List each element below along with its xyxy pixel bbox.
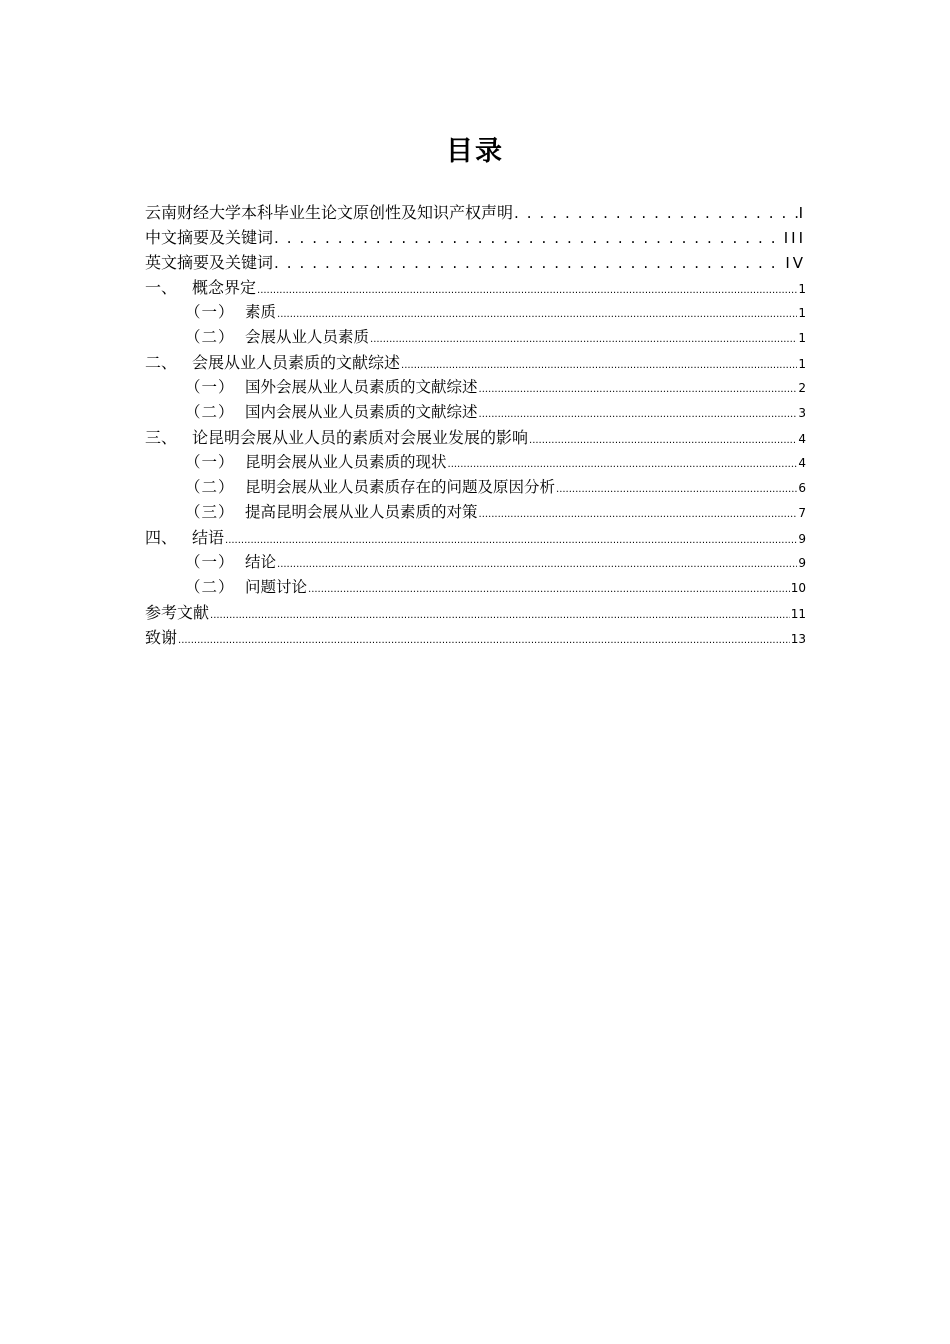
- toc-page-number: 1: [798, 282, 806, 296]
- toc-entry-section[interactable]: [145, 275, 806, 300]
- subsection-number: （一）: [185, 378, 235, 396]
- toc-page-number: 9: [798, 556, 806, 570]
- toc-entry-subsection[interactable]: [145, 500, 806, 525]
- toc-page-number: 1: [798, 331, 806, 345]
- toc-entry-section[interactable]: [145, 425, 806, 450]
- toc-entry-declaration[interactable]: [145, 200, 806, 225]
- dot-leader: [479, 500, 798, 527]
- subsection-number: （一）: [185, 553, 235, 571]
- toc-entry-text: 论昆明会展从业人员的素质对会展业发展的影响: [192, 428, 529, 447]
- section-number: 二、: [145, 353, 178, 372]
- toc-page-number: 11: [790, 607, 806, 621]
- toc-entry-references[interactable]: [145, 600, 806, 625]
- toc-entry-text: 昆明会展从业人员素质存在的问题及原因分析: [245, 478, 556, 496]
- section-number: 三、: [145, 428, 178, 447]
- toc-entry-subsection[interactable]: [145, 400, 806, 425]
- toc-page-number: 10: [790, 581, 806, 595]
- toc-entry-subsection[interactable]: [145, 300, 806, 325]
- toc-entry-text: 参考文献: [145, 603, 210, 622]
- toc-page-number: 6: [798, 481, 806, 495]
- toc-page-number: 3: [798, 406, 806, 420]
- toc-entry-chinese-abstract[interactable]: [145, 225, 806, 250]
- toc-entry-subsection[interactable]: [145, 475, 806, 500]
- toc-page-number: 2: [798, 381, 806, 395]
- toc-entry-text: 国外会展从业人员素质的文献综述: [245, 378, 478, 396]
- toc-entry-acknowledgements[interactable]: [145, 625, 806, 650]
- dot-leader: [308, 575, 790, 602]
- toc-entry-text: 昆明会展从业人员素质的现状: [245, 453, 447, 471]
- toc-page-number: 4: [798, 456, 806, 470]
- toc-entry-subsection[interactable]: [145, 325, 806, 350]
- subsection-number: （一）: [185, 453, 235, 471]
- dot-leader: [277, 300, 797, 327]
- toc-entry-english-abstract[interactable]: [145, 250, 806, 275]
- toc-entry-section[interactable]: [145, 350, 806, 375]
- dot-leader: [274, 225, 783, 251]
- subsection-number: （二）: [185, 578, 235, 596]
- toc-entry-text: 素质: [245, 303, 277, 321]
- dot-leader: [277, 550, 797, 577]
- toc-entry-text: 会展从业人员素质的文献综述: [192, 353, 401, 372]
- dot-leader: [225, 525, 797, 553]
- toc-entry-text: 问题讨论: [245, 578, 308, 596]
- section-number: 四、: [145, 528, 178, 547]
- toc-entry-text: 致谢: [145, 628, 178, 647]
- toc-entry-text: 中文摘要及关键词: [145, 228, 274, 247]
- dot-leader: [556, 475, 797, 502]
- dot-leader: [257, 275, 797, 303]
- dot-leader: [514, 200, 798, 226]
- toc-page-number: 1: [798, 306, 806, 320]
- toc-entry-text: 云南财经大学本科毕业生论文原创性及知识产权声明: [145, 203, 514, 222]
- toc-page-number: IV: [785, 254, 806, 272]
- dot-leader: [479, 375, 798, 402]
- subsection-number: （三）: [185, 503, 235, 521]
- toc-entry-subsection[interactable]: [145, 550, 806, 575]
- dot-leader: [529, 425, 797, 453]
- toc-page-number: 9: [798, 532, 806, 546]
- dot-leader: [401, 350, 797, 378]
- dot-leader: [479, 400, 798, 427]
- toc-entry-text: 结论: [245, 553, 277, 571]
- toc-entry-text: 英文摘要及关键词: [145, 253, 274, 272]
- subsection-number: （二）: [185, 403, 235, 421]
- table-of-contents: [145, 200, 806, 650]
- toc-entry-text: 国内会展从业人员素质的文献综述: [245, 403, 478, 421]
- toc-page-number: 7: [798, 506, 806, 520]
- dot-leader: [178, 625, 790, 653]
- toc-page-number: 4: [798, 432, 806, 446]
- subsection-number: （一）: [185, 303, 235, 321]
- toc-page-number: 13: [790, 632, 806, 646]
- section-number: 一、: [145, 278, 178, 297]
- page-title: 目录: [446, 136, 504, 167]
- toc-entry-text: 提高昆明会展从业人员素质的对策: [245, 503, 478, 521]
- toc-entry-text: 结语: [192, 528, 225, 547]
- toc-entry-text: 会展从业人员素质: [245, 328, 370, 346]
- dot-leader: [370, 325, 797, 352]
- toc-page-number: 1: [798, 357, 806, 371]
- toc-page-number: III: [783, 229, 806, 247]
- dot-leader: [448, 450, 798, 477]
- dot-leader: [210, 600, 790, 628]
- toc-entry-text: 概念界定: [192, 278, 257, 297]
- subsection-number: （二）: [185, 328, 235, 346]
- toc-entry-subsection[interactable]: [145, 575, 806, 600]
- toc-page-number: I: [798, 204, 806, 222]
- toc-entry-section[interactable]: [145, 525, 806, 550]
- dot-leader: [274, 250, 784, 276]
- toc-entry-subsection[interactable]: [145, 450, 806, 475]
- subsection-number: （二）: [185, 478, 235, 496]
- toc-entry-subsection[interactable]: [145, 375, 806, 400]
